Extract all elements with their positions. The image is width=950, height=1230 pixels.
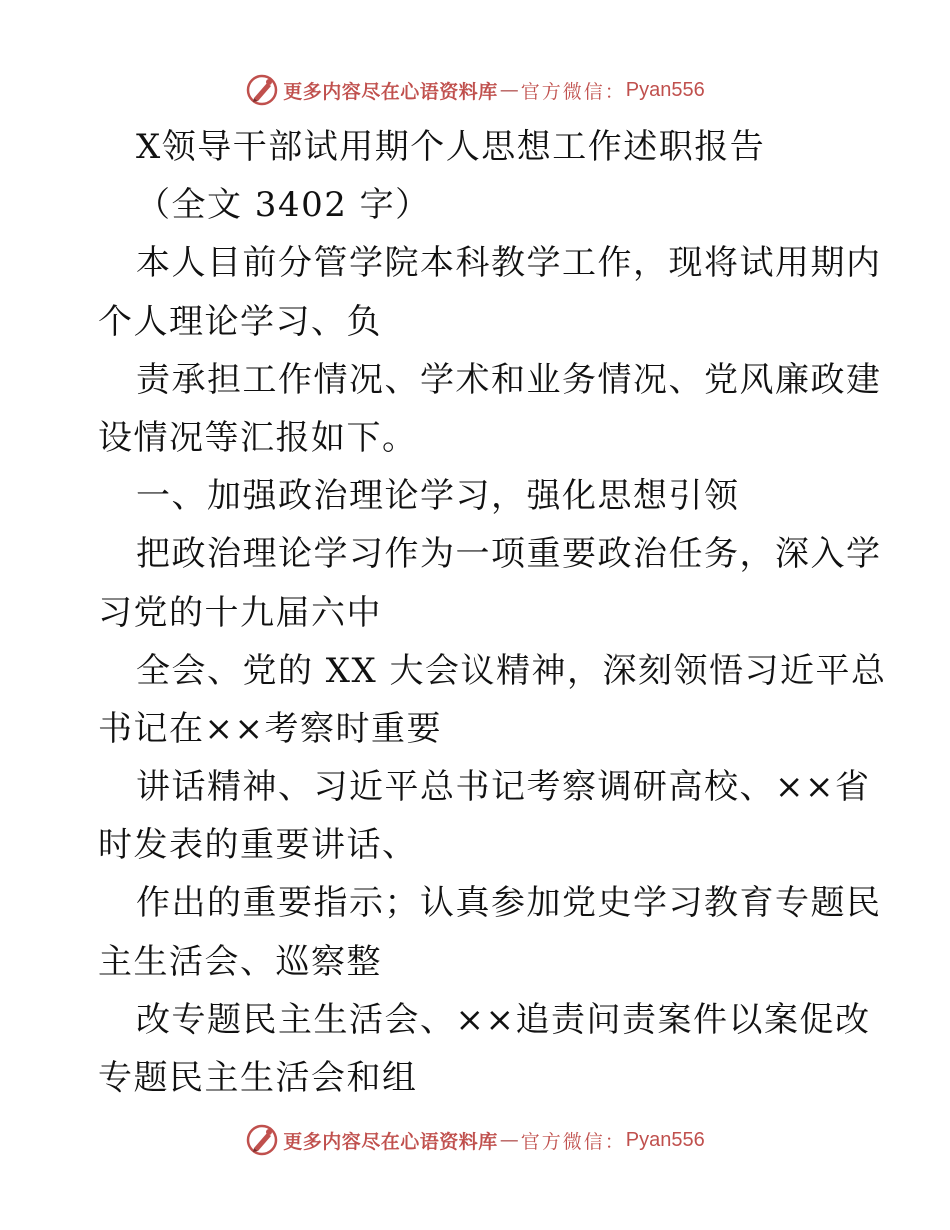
banner-main-text: 更多内容尽在心语资料库	[283, 80, 498, 103]
body-text-line: 讲话精神、习近平总书记考察调研高校、××省	[136, 767, 871, 808]
body-text-line: 专题民主生活会和组	[98, 1058, 418, 1098]
pen-logo-icon	[245, 73, 279, 107]
body-text-line: 主生活会、巡察整	[98, 941, 382, 982]
body-text-line: 本人目前分管学院本科教学工作，现将试用期内	[136, 243, 882, 284]
body-text-line: 把政治理论学习作为一项重要政治任务，深入学	[136, 534, 882, 575]
banner-wechat-label: 官方微信：	[520, 1130, 626, 1153]
banner-wechat-id: Pyan556	[625, 1128, 705, 1151]
body-text-line: 作出的重要指示；认真参加党史学习教育专题民	[136, 883, 882, 924]
document-title: X领导干部试用期个人思想工作述职报告	[136, 127, 766, 167]
body-text-line: 时发表的重要讲话、	[98, 825, 418, 866]
document-body	[98, 118, 887, 1107]
body-text-line: 一、加强政治理论学习，强化思想引领	[136, 476, 740, 517]
body-text-line: 设情况等汇报如下。	[98, 417, 418, 458]
pen-logo-icon	[245, 1123, 279, 1157]
footer-watermark-banner	[0, 1120, 950, 1160]
body-text-line: 改专题民主生活会、××追责问责案件以案促改	[136, 999, 871, 1040]
body-text-line: 个人理论学习、负	[98, 301, 382, 342]
body-text-line: 全会、党的 XX 大会议精神，深刻领悟习近平总	[136, 650, 887, 691]
body-text-line: 责承担工作情况、学术和业务情况、党风廉政建	[136, 359, 882, 400]
banner-wechat-label: 官方微信：	[520, 80, 626, 103]
body-text-line: 习党的十九届六中	[98, 592, 382, 633]
banner-main-text: 更多内容尽在心语资料库	[283, 1130, 498, 1153]
banner-separator: —	[499, 79, 519, 101]
word-count-note: （全文 3402 字）	[136, 185, 431, 226]
banner-wechat-id: Pyan556	[625, 78, 705, 101]
banner-separator: —	[499, 1129, 519, 1151]
body-text-line: 书记在××考察时重要	[98, 708, 442, 749]
header-watermark-banner	[0, 70, 950, 110]
